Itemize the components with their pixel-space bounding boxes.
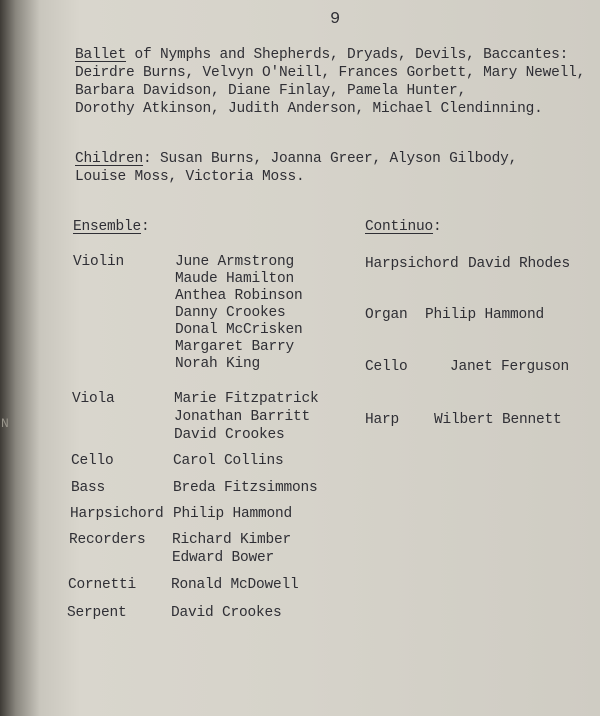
player-name: Norah King	[175, 356, 261, 372]
instrument-label: Cornetti	[68, 577, 137, 593]
ballet-line: Barbara Davidson, Diane Finlay, Pamela Hunter,	[75, 83, 467, 99]
player-name: David Crookes	[174, 427, 285, 443]
children-line-2: Louise Moss, Victoria Moss.	[75, 169, 305, 185]
instrument-label: Recorders	[69, 532, 146, 548]
ballet-line: Deirdre Burns, Velvyn O'Neill, Frances Gorbett, Mary Newell,	[75, 65, 586, 81]
player-name: Marie Fitzpatrick	[174, 391, 319, 407]
instrument-label: Bass	[71, 480, 106, 496]
player-name: Maude Hamilton	[175, 271, 295, 287]
children-line-1: : Susan Burns, Joanna Greer, Alyson Gilbody,	[143, 151, 518, 167]
continuo-player: Janet Ferguson	[450, 359, 570, 375]
player-name: Jonathan Barritt	[174, 409, 311, 425]
continuo-player: Philip Hammond	[425, 307, 545, 323]
continuo-heading-line	[365, 219, 442, 235]
continuo-colon: :	[433, 219, 442, 235]
ensemble-heading: Ensemble	[73, 219, 142, 235]
margin-bleed-text: N	[1, 416, 9, 431]
instrument-label: Cello	[71, 453, 114, 469]
instrument-label: Viola	[72, 391, 115, 407]
player-name: Richard Kimber	[172, 532, 292, 548]
continuo-instrument: Cello	[365, 359, 408, 375]
player-name: Margaret Barry	[175, 339, 295, 355]
ballet-line: Dorothy Atkinson, Judith Anderson, Michael Clendinning.	[75, 101, 543, 117]
continuo-heading: Continuo	[365, 219, 434, 235]
continuo-instrument: Harpsichord	[365, 256, 459, 272]
children-heading-line	[75, 151, 517, 167]
ballet-heading-rest: of Nymphs and Shepherds, Dryads, Devils, Baccantes:	[126, 47, 569, 63]
continuo-player: David Rhodes	[468, 256, 571, 272]
player-name: Carol Collins	[173, 453, 284, 469]
instrument-label: Harpsichord	[70, 506, 164, 522]
page-number: 9	[330, 10, 341, 29]
ballet-heading: Ballet	[75, 47, 127, 63]
instrument-label: Serpent	[67, 605, 127, 621]
instrument-label: Violin	[73, 254, 125, 270]
player-name: June Armstrong	[175, 254, 295, 270]
player-name: Anthea Robinson	[175, 288, 303, 304]
ensemble-heading-line	[73, 219, 150, 235]
player-name: Donal McCrisken	[175, 322, 303, 338]
player-name: Breda Fitzsimmons	[173, 480, 318, 496]
player-name: David Crookes	[171, 605, 282, 621]
continuo-instrument: Organ	[365, 307, 408, 323]
ballet-heading-line	[75, 47, 568, 63]
ensemble-colon: :	[141, 219, 150, 235]
player-name: Ronald McDowell	[171, 577, 299, 593]
player-name: Philip Hammond	[173, 506, 293, 522]
children-heading: Children	[75, 151, 144, 167]
player-name: Danny Crookes	[175, 305, 286, 321]
player-name: Edward Bower	[172, 550, 275, 566]
continuo-instrument: Harp	[365, 412, 400, 428]
continuo-player: Wilbert Bennett	[434, 412, 562, 428]
